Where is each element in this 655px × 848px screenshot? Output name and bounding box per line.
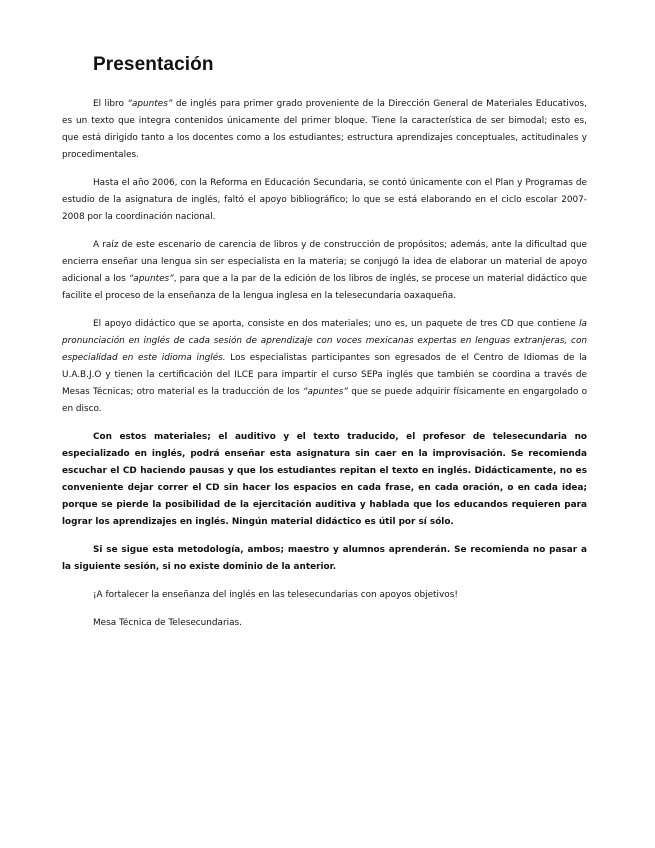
paragraph-recommendation: Con estos materiales; el auditivo y el texto traducido, el profesor de telesecundaria no especializado en inglés, podrá enseñar esta asignatura sin caer en la improvisación. Se recomienda escuchar el CD haciendo pausas y que los estudiantes repitan el texto en inglés. Didácticamente, no es conveniente dejar correr el CD sin hacer los espacios en cada frase, en cada oración, o en cada idea; porque se pierde la posibilidad de la ejercitación auditiva y hablada que los educandos requieren para lograr los aprendizajes en inglés. Ningún material didáctico es útil por sí sólo. [62, 432, 587, 527]
apuntes-quote: “apuntes” [302, 387, 348, 397]
document-page [62, 54, 587, 643]
paragraph-text: de inglés para primer grado proveniente de la Dirección General de Materiales Educativos, es un texto que integra contenidos únicamente del primer bloque. Tiene la característica de ser bimodal; esto es, que está dirigido tanto a los docentes como a los estudiantes; estructura aprendizajes conceptuales, actitudinales y procedimentales. [62, 99, 587, 160]
page-title: Presentación [93, 54, 214, 75]
signature: Mesa Técnica de Telesecundarias. [93, 618, 242, 628]
paragraph-methodology: Si se sigue esta metodología, ambos; maestro y alumnos aprenderán. Se recomienda no pasar a la siguiente sesión, si no existe dominio de la anterior. [62, 545, 587, 572]
paragraph-text: El libro [93, 99, 128, 109]
paragraph-text: El apoyo didáctico que se aporta, consiste en dos materiales; uno es, un paquete de tres CD que contiene [93, 319, 580, 329]
apuntes-quote: “apuntes” [127, 99, 173, 109]
paragraph-text: Los especialistas participantes son egresados de el Centro de Idiomas de la U.A.B.J.O y tienen la certificación del ILCE para impartir el curso SEPa inglés que también se coordina a través de Mesas Técnicas; otro material es la traducción de los [62, 353, 587, 397]
apuntes-quote: “apuntes” [128, 274, 174, 284]
paragraph-materials [62, 316, 587, 418]
pronunciation-italic: la pronunciación en inglés de cada sesión de aprendizaje con voces mexicanas expertas en lenguas extranjeras, con especialidad en este idioma inglés. [62, 319, 587, 363]
closing-exclamation: ¡A fortalecer la enseñanza del inglés en las telesecundarias con apoyos objetivos! [93, 590, 458, 600]
paragraph-text: que se puede adquirir físicamente en engargolado o en disco. [62, 387, 588, 414]
paragraph-context [62, 237, 587, 305]
paragraph-history: Hasta el año 2006, con la Reforma en Educación Secundaria, se contó únicamente con el Plan y Programas de estudio de la asignatura de inglés, faltó el apoyo bibliográfico; lo que se está elaborando en el ciclo escolar 2007-2008 por la coordinación nacional. [62, 178, 587, 222]
paragraph-intro [62, 96, 587, 164]
paragraph-text: A raíz de este escenario de carencia de libros y de construcción de propósitos; además, ante la dificultad que encierra enseñar una lengua sin ser especialista en la materia; se conjugó la idea de elaborar un material de apoyo adicional a los [62, 240, 587, 284]
paragraph-text: , para que a la par de la edición de los libros de inglés, se procese un material didáctico que facilite el proceso de la enseñanza de la lengua inglesa en la telesecundaria oaxaqueña. [62, 274, 587, 301]
